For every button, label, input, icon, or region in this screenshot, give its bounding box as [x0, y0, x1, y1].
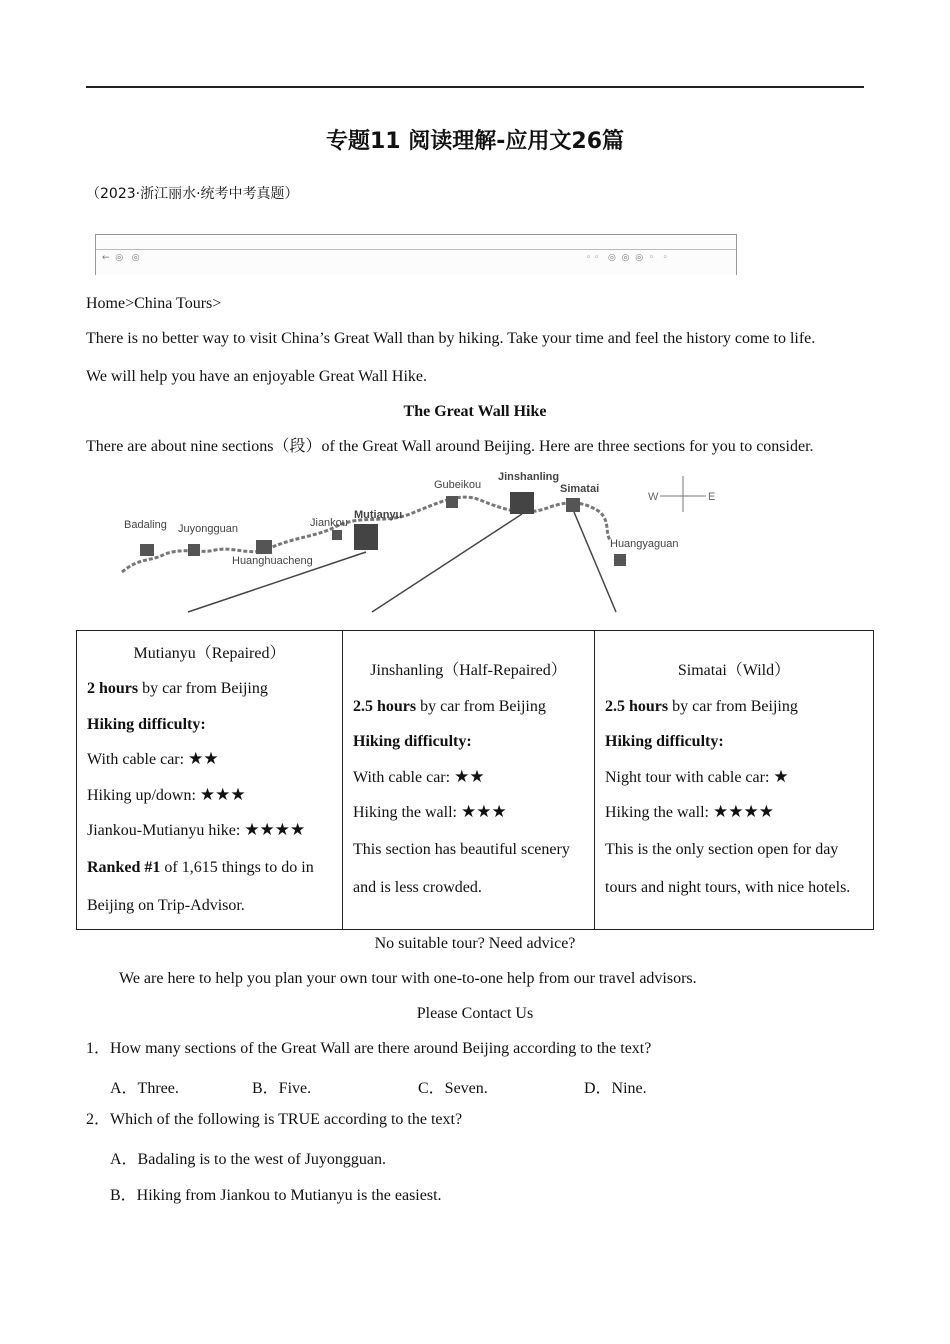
- compass-east: E: [708, 491, 716, 503]
- map-label-juyongguan: Juyongguan: [178, 523, 238, 535]
- browser-nav-icons: ← ◎ ◎: [102, 253, 140, 263]
- sections-paragraph: There are about nine sections（段）of the Great Wall around Beijing. Here are three sections for you to consider.: [86, 438, 814, 455]
- intro-paragraph-1: There is no better way to visit China’s Great Wall than by hiking. Take your time and feel the history come to life.: [86, 330, 816, 347]
- jinshanling-tower-icon: [510, 492, 534, 514]
- q1-option-b[interactable]: B．Five.: [252, 1080, 312, 1097]
- help-line: We are here to help you plan your own tour with one-to-one help from our travel advisors.: [119, 970, 697, 987]
- gubeikou-tower-icon: [446, 496, 458, 508]
- tour-card-mutianyu: [77, 631, 343, 930]
- difficulty-row: With cable car: ★★: [353, 766, 485, 787]
- q2-option-b[interactable]: B．Hiking from Jiankou to Mutianyu is the easiest.: [110, 1187, 442, 1204]
- simatai-tower-icon: [566, 498, 580, 512]
- breadcrumb: Home>China Tours>: [86, 295, 222, 312]
- tour-name: Jinshanling（Half-Repaired）: [370, 662, 567, 680]
- tour-card-simatai: [595, 631, 874, 930]
- star-rating: ★★★: [460, 802, 507, 823]
- exam-source: （2023·浙江丽水·统考中考真题）: [86, 186, 299, 202]
- browser-screenshot: [95, 234, 737, 275]
- star-rating: ★★: [454, 766, 485, 787]
- q1-option-d[interactable]: D．Nine.: [584, 1080, 647, 1097]
- map-label-simatai: Simatai: [560, 483, 600, 495]
- compass-west: W: [648, 491, 659, 503]
- tour-time: 2 hours by car from Beijing: [87, 680, 268, 697]
- tour-name: Mutianyu（Repaired）: [133, 644, 286, 662]
- contact-line: Please Contact Us: [416, 1005, 534, 1022]
- question-2: 2．Which of the following is TRUE according to the text?: [86, 1111, 463, 1128]
- map-label-badaling: Badaling: [124, 519, 167, 531]
- tour-time: 2.5 hours by car from Beijing: [605, 697, 798, 715]
- difficulty-row: With cable car: ★★: [87, 749, 219, 769]
- compass-icon: [648, 476, 715, 512]
- tour-note: This section has beautiful scenery and is less crowded.: [353, 840, 570, 896]
- difficulty-row: Hiking up/down: ★★★: [87, 784, 246, 805]
- intro-paragraph-2: We will help you have an enjoyable Great Wall Hike.: [86, 368, 428, 385]
- badaling-tower-icon: [140, 544, 154, 556]
- star-rating: ★: [773, 766, 789, 787]
- tour-card-jinshanling: [343, 631, 595, 930]
- map-label-gubeikou: Gubeikou: [434, 479, 482, 491]
- map-label-jiankou: Jiankou: [310, 517, 348, 529]
- q2-option-a[interactable]: A．Badaling is to the west of Juyongguan.: [110, 1151, 386, 1168]
- advice-line: No suitable tour? Need advice?: [374, 935, 576, 952]
- difficulty-row: Hiking the wall: ★★★: [353, 802, 507, 823]
- section-heading: The Great Wall Hike: [403, 403, 547, 420]
- map-label-huangyaguan: Huangyaguan: [610, 538, 679, 550]
- tours-table: [76, 630, 874, 930]
- huanghuacheng-tower-icon: [256, 540, 272, 554]
- jinshanling-arrow: [372, 514, 522, 612]
- map-label-mutianyu: Mutianyu: [354, 509, 403, 521]
- great-wall-map: [110, 462, 750, 620]
- browser-title-bar: [96, 235, 736, 250]
- jiankou-tower-icon: [332, 530, 342, 540]
- star-rating: ★★★★: [244, 820, 306, 840]
- q1-option-c[interactable]: C．Seven.: [418, 1080, 488, 1097]
- tour-time: 2.5 hours by car from Beijing: [353, 697, 546, 715]
- difficulty-label: Hiking difficulty:: [605, 733, 724, 751]
- map-label-jinshanling: Jinshanling: [498, 471, 560, 483]
- difficulty-row: Jiankou-Mutianyu hike: ★★★★: [87, 820, 306, 840]
- simatai-arrow: [574, 512, 616, 612]
- q1-option-a[interactable]: A．Three.: [110, 1080, 179, 1097]
- map-label-huanghuacheng: Huanghuacheng: [232, 555, 313, 567]
- question-1: 1．How many sections of the Great Wall are there around Beijing according to the text?: [86, 1040, 652, 1057]
- difficulty-row: Night tour with cable car: ★: [605, 766, 789, 787]
- browser-toolbar-icons: ◦ ◦ ◎ ◎ ◎ ◦ ◦: [586, 253, 668, 263]
- tour-name: Simatai（Wild）: [677, 662, 791, 680]
- juyongguan-tower-icon: [188, 544, 200, 556]
- header-rule: [86, 86, 864, 88]
- star-rating: ★★★: [199, 784, 246, 805]
- mutianyu-tower-icon: [354, 524, 378, 550]
- tour-note: Ranked #1 of 1,615 things to do in Beijing on Trip-Advisor.: [87, 858, 314, 914]
- star-rating: ★★: [188, 749, 219, 769]
- difficulty-row: Hiking the wall: ★★★★: [605, 802, 774, 823]
- difficulty-label: Hiking difficulty:: [87, 715, 206, 733]
- tour-note: This is the only section open for day tours and night tours, with nice hotels.: [605, 840, 851, 896]
- page-title: 专题11 阅读理解-应用文26篇: [325, 129, 625, 154]
- huangyaguan-tower-icon: [614, 554, 626, 566]
- difficulty-label: Hiking difficulty:: [353, 733, 472, 751]
- star-rating: ★★★★: [712, 802, 774, 823]
